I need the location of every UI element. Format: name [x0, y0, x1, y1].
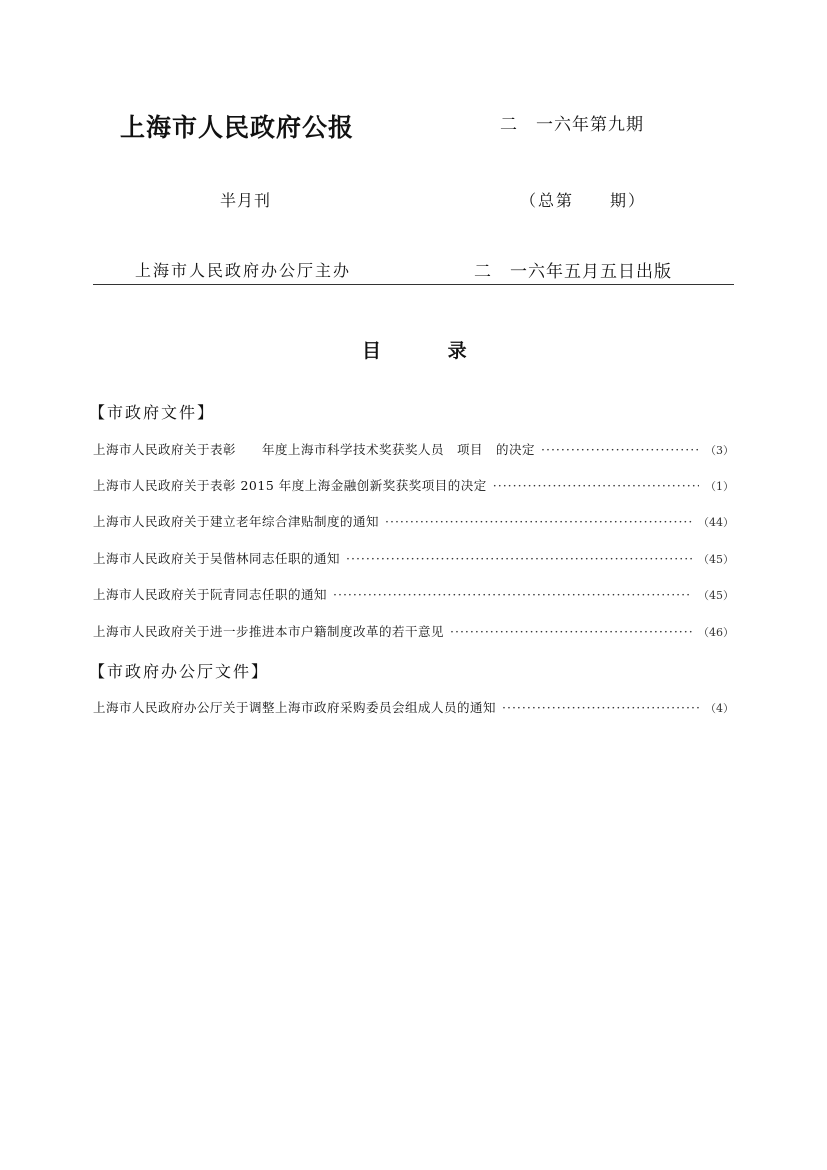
- publication-frequency: 半月刊: [220, 191, 272, 210]
- section-heading-municipal-documents: 【市政府文件】: [89, 403, 216, 422]
- toc-entry-page: （45）: [698, 553, 734, 566]
- toc-entry-page: （44）: [698, 516, 734, 529]
- toc-leader-dots: [385, 514, 692, 529]
- toc-entry-page: （4）: [705, 702, 734, 715]
- toc-title: 目 录: [362, 340, 467, 362]
- header-divider: [93, 284, 734, 285]
- toc-leader-dots: [450, 624, 692, 639]
- toc-entry-title: 上海市人民政府关于阮青同志任职的通知: [93, 587, 328, 602]
- toc-entry-page: （1）: [705, 480, 734, 493]
- toc-leader-dots: [541, 442, 699, 457]
- toc-entry-page: （45）: [698, 589, 734, 602]
- toc-entry[interactable]: [93, 585, 734, 605]
- toc-entry-page: （3）: [705, 444, 734, 457]
- toc-leader-dots: [333, 587, 692, 602]
- toc-entry-title: 上海市人民政府办公厅关于调整上海市政府采购委员会组成人员的通知: [93, 700, 497, 715]
- toc-leader-dots: [493, 478, 699, 493]
- toc-entry[interactable]: [93, 512, 734, 532]
- toc-entry-title: 上海市人民政府关于建立老年综合津贴制度的通知: [93, 514, 380, 529]
- section-heading-general-office-documents: 【市政府办公厅文件】: [89, 662, 270, 681]
- publisher: 上海市人民政府办公厅主办: [135, 261, 352, 280]
- toc-entry[interactable]: [93, 476, 734, 496]
- issue-number: 二 一六年第九期: [500, 115, 644, 135]
- bulletin-title: 上海市人民政府公报: [120, 113, 355, 142]
- toc-leader-dots: [346, 551, 692, 566]
- toc-entry[interactable]: [93, 440, 734, 460]
- toc-leader-dots: [502, 700, 699, 715]
- toc-entry[interactable]: [93, 698, 734, 718]
- toc-entry[interactable]: [93, 549, 734, 569]
- total-issue-number: （总第 期）: [520, 191, 647, 210]
- publication-date: 二 一六年五月五日出版: [474, 262, 672, 282]
- toc-entry-page: （46）: [698, 626, 734, 639]
- toc-entry-title: 上海市人民政府关于表彰 2015 年度上海金融创新奖获奖项目的决定: [93, 478, 487, 493]
- toc-entry-title: 上海市人民政府关于表彰 年度上海市科学技术奖获奖人员 项目 的决定: [93, 442, 536, 457]
- toc-entry[interactable]: [93, 622, 734, 642]
- toc-entry-title: 上海市人民政府关于进一步推进本市户籍制度改革的若干意见: [93, 624, 445, 639]
- toc-entry-title: 上海市人民政府关于吴偕林同志任职的通知: [93, 551, 341, 566]
